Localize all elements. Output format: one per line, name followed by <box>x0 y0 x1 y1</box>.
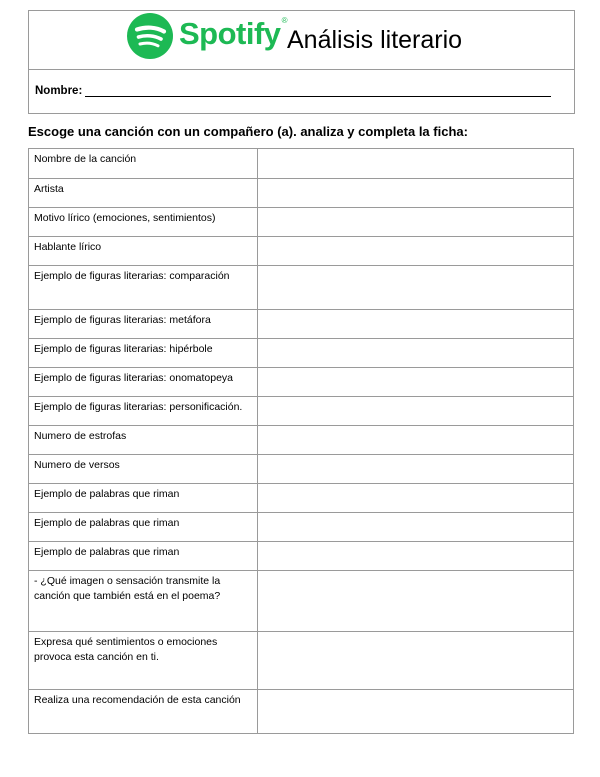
name-field <box>35 84 551 97</box>
row-label: Hablante lírico <box>29 237 258 266</box>
instruction-text: Escoge una canción con un compañero (a). analiza y completa la ficha: <box>28 124 468 139</box>
table-row <box>29 690 574 734</box>
row-label: Realiza una recomendación de esta canción <box>29 690 258 734</box>
answer-cell[interactable] <box>258 368 574 397</box>
answer-cell[interactable] <box>258 397 574 426</box>
row-label: Ejemplo de figuras literarias: comparación <box>29 266 258 310</box>
answer-cell[interactable] <box>258 426 574 455</box>
row-label: Expresa qué sentimientos o emociones provoca esta canción en ti. <box>29 632 258 690</box>
answer-cell[interactable] <box>258 179 574 208</box>
table-row <box>29 179 574 208</box>
answer-cell[interactable] <box>258 632 574 690</box>
table-row <box>29 339 574 368</box>
answer-cell[interactable] <box>258 208 574 237</box>
row-label: Ejemplo de palabras que riman <box>29 542 258 571</box>
table-row <box>29 397 574 426</box>
answer-cell[interactable] <box>258 266 574 310</box>
row-label: Numero de estrofas <box>29 426 258 455</box>
name-input-line[interactable] <box>85 84 551 97</box>
row-label: Numero de versos <box>29 455 258 484</box>
row-label: Nombre de la canción <box>29 149 258 179</box>
table-row <box>29 513 574 542</box>
name-label: Nombre: <box>35 85 83 97</box>
table-row <box>29 368 574 397</box>
header-divider <box>29 69 574 70</box>
table-row <box>29 455 574 484</box>
brand-name: Spotify® <box>179 15 287 51</box>
answer-cell[interactable] <box>258 484 574 513</box>
answer-cell[interactable] <box>258 513 574 542</box>
row-label: Ejemplo de palabras que riman <box>29 513 258 542</box>
table-row <box>29 632 574 690</box>
answer-cell[interactable] <box>258 455 574 484</box>
table-row <box>29 208 574 237</box>
row-label: Motivo lírico (emociones, sentimientos) <box>29 208 258 237</box>
answer-cell[interactable] <box>258 237 574 266</box>
table-row <box>29 149 574 179</box>
table-row <box>29 484 574 513</box>
page-title: Análisis literario <box>287 26 463 54</box>
answer-cell[interactable] <box>258 571 574 632</box>
worksheet-table <box>28 148 574 734</box>
answer-cell[interactable] <box>258 149 574 179</box>
header-box <box>28 10 575 114</box>
row-label: Ejemplo de figuras literarias: metáfora <box>29 310 258 339</box>
row-label: - ¿Qué imagen o sensación transmite la canción que también está en el poema? <box>29 571 258 632</box>
row-label: Ejemplo de palabras que riman <box>29 484 258 513</box>
spotify-logo <box>127 13 287 59</box>
answer-cell[interactable] <box>258 542 574 571</box>
table-row <box>29 310 574 339</box>
answer-cell[interactable] <box>258 310 574 339</box>
row-label: Ejemplo de figuras literarias: hipérbole <box>29 339 258 368</box>
table-row <box>29 542 574 571</box>
answer-cell[interactable] <box>258 690 574 734</box>
table-row <box>29 571 574 632</box>
row-label: Ejemplo de figuras literarias: onomatopeya <box>29 368 258 397</box>
table-row <box>29 266 574 310</box>
row-label: Ejemplo de figuras literarias: personificación. <box>29 397 258 426</box>
spotify-icon <box>127 13 173 59</box>
row-label: Artista <box>29 179 258 208</box>
table-row <box>29 426 574 455</box>
answer-cell[interactable] <box>258 339 574 368</box>
table-row <box>29 237 574 266</box>
